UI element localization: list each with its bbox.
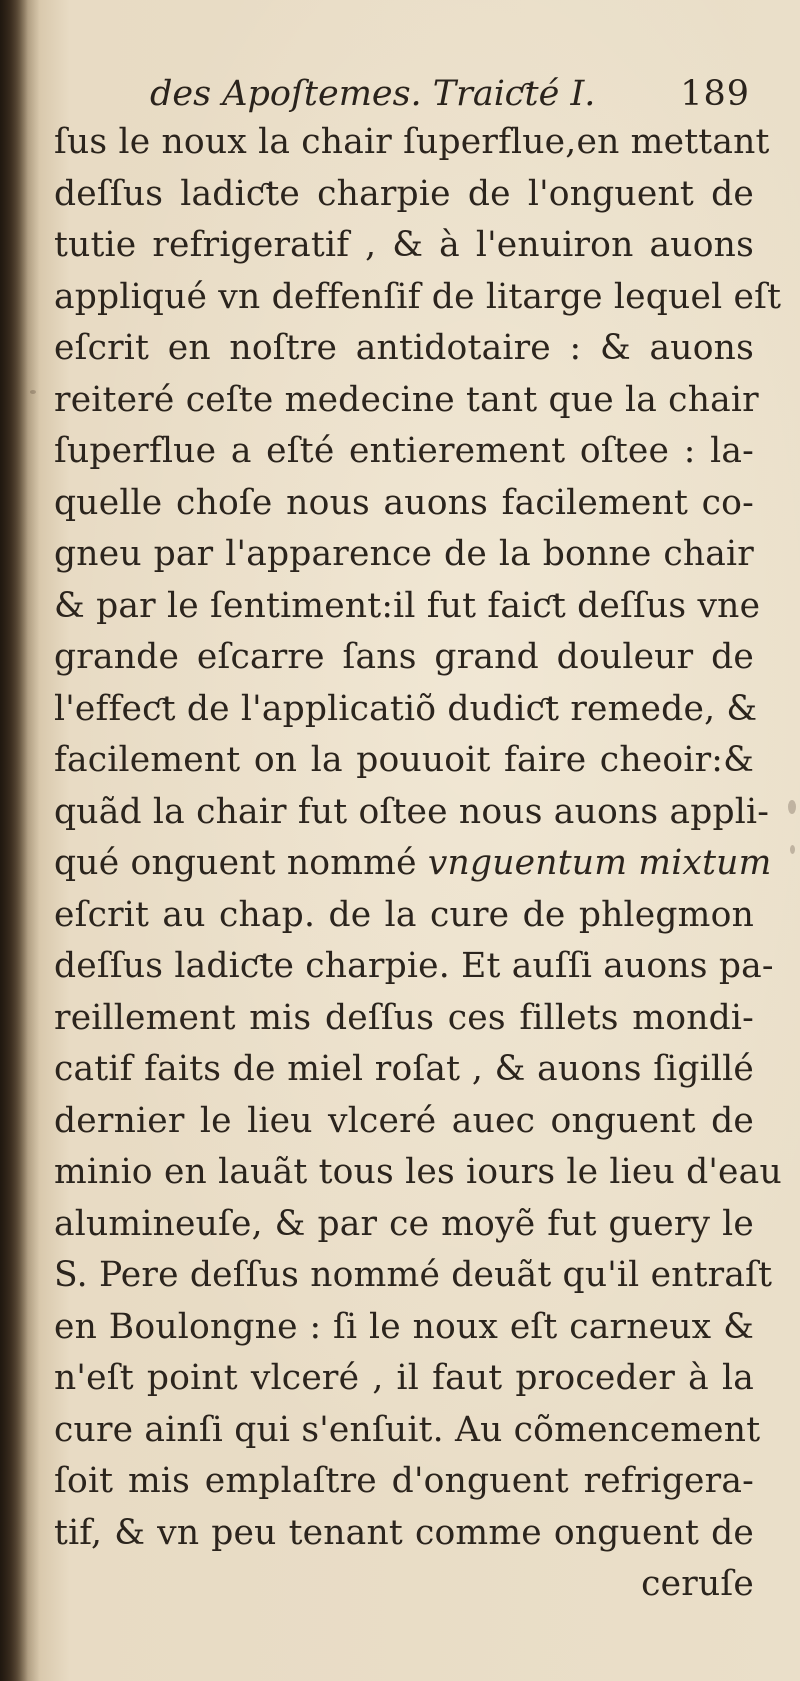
text-line-24: en Boulongne : ſi le noux eſt carneux & — [54, 1306, 754, 1347]
text-line-18: reillement mis deſſus ces fillets mondi- — [54, 997, 754, 1038]
paper-speck — [790, 845, 795, 854]
text-line-9: gneu par l'apparence de la bonne chair — [54, 534, 754, 574]
text-line-14: quãd la chair fut oſtee nous auons appli- — [54, 791, 770, 832]
text-line-19: catif faits de miel roſat , & auons ſigillé — [54, 1049, 754, 1089]
text-line-10: & par le ſentiment:il fut faiƈt deſſus vne — [54, 585, 761, 626]
body-text — [54, 117, 782, 1611]
text-line-15 — [54, 838, 772, 890]
text-line-20: dernier le lieu vlceré auec onguent de — [54, 1100, 754, 1141]
text-line-15-roman: qué onguent nommé — [54, 843, 417, 883]
text-line-7: ſuperflue a eſté entierement oſtee : la- — [54, 431, 754, 471]
italic-latin-term: vnguentum mixtum — [427, 843, 772, 883]
text-line-12: l'effeƈt de l'applicatiõ dudiƈt remede, & — [54, 688, 758, 729]
text-line-21: minio en lauãt tous les iours le lieu d'eau — [54, 1152, 782, 1192]
running-title: des Apoſtemes. Traiƈté I. — [150, 74, 596, 114]
text-line-13: facilement on la pouuoit faire cheoir:& — [54, 740, 754, 780]
text-line-22: alumineuſe, & par ce moyẽ fut guery le — [54, 1203, 754, 1244]
text-line-3: tutie refrigeratif , & à l'enuiron auons — [54, 225, 754, 265]
text-line-16: eſcrit au chap. de la cure de phlegmon — [54, 894, 754, 935]
catchword: ceruſe — [641, 1564, 754, 1604]
text-line-23: S. Pere deſſus nommé deuãt qu'il entraſt — [54, 1255, 773, 1295]
text-line-25: n'eſt point vlceré , il faut proceder à la — [54, 1358, 754, 1398]
text-line-27: ſoit mis emplaſtre d'onguent refrigera- — [54, 1461, 754, 1501]
page-number: 189 — [680, 74, 750, 114]
binding-gutter-shadow — [0, 0, 28, 1681]
text-line-17: deſſus ladiƈte charpie. Et auſſi auons pa- — [54, 946, 774, 986]
text-line-8: quelle choſe nous auons facilement co- — [54, 482, 754, 523]
text-line-11: grande eſcarre ſans grand douleur de — [54, 637, 754, 677]
text-line-4: appliqué vn deffenſif de litarge lequel eſt — [54, 276, 782, 317]
text-line-5: eſcrit en noſtre antidotaire : & auons — [54, 328, 754, 368]
paper-speck — [788, 800, 796, 814]
text-line-28: tif, & vn peu tenant comme onguent de — [54, 1512, 754, 1553]
text-line-2: deſſus ladiƈte charpie de l'onguent de — [54, 173, 754, 214]
text-line-1: ſus le noux la chair ſuperflue,en mettant — [54, 122, 770, 162]
text-line-26: cure ainſi qui s'enſuit. Au cõmencement — [54, 1409, 761, 1450]
paper-speck — [30, 390, 36, 394]
text-line-6: reiteré ceſte medecine tant que la chair — [54, 379, 759, 420]
